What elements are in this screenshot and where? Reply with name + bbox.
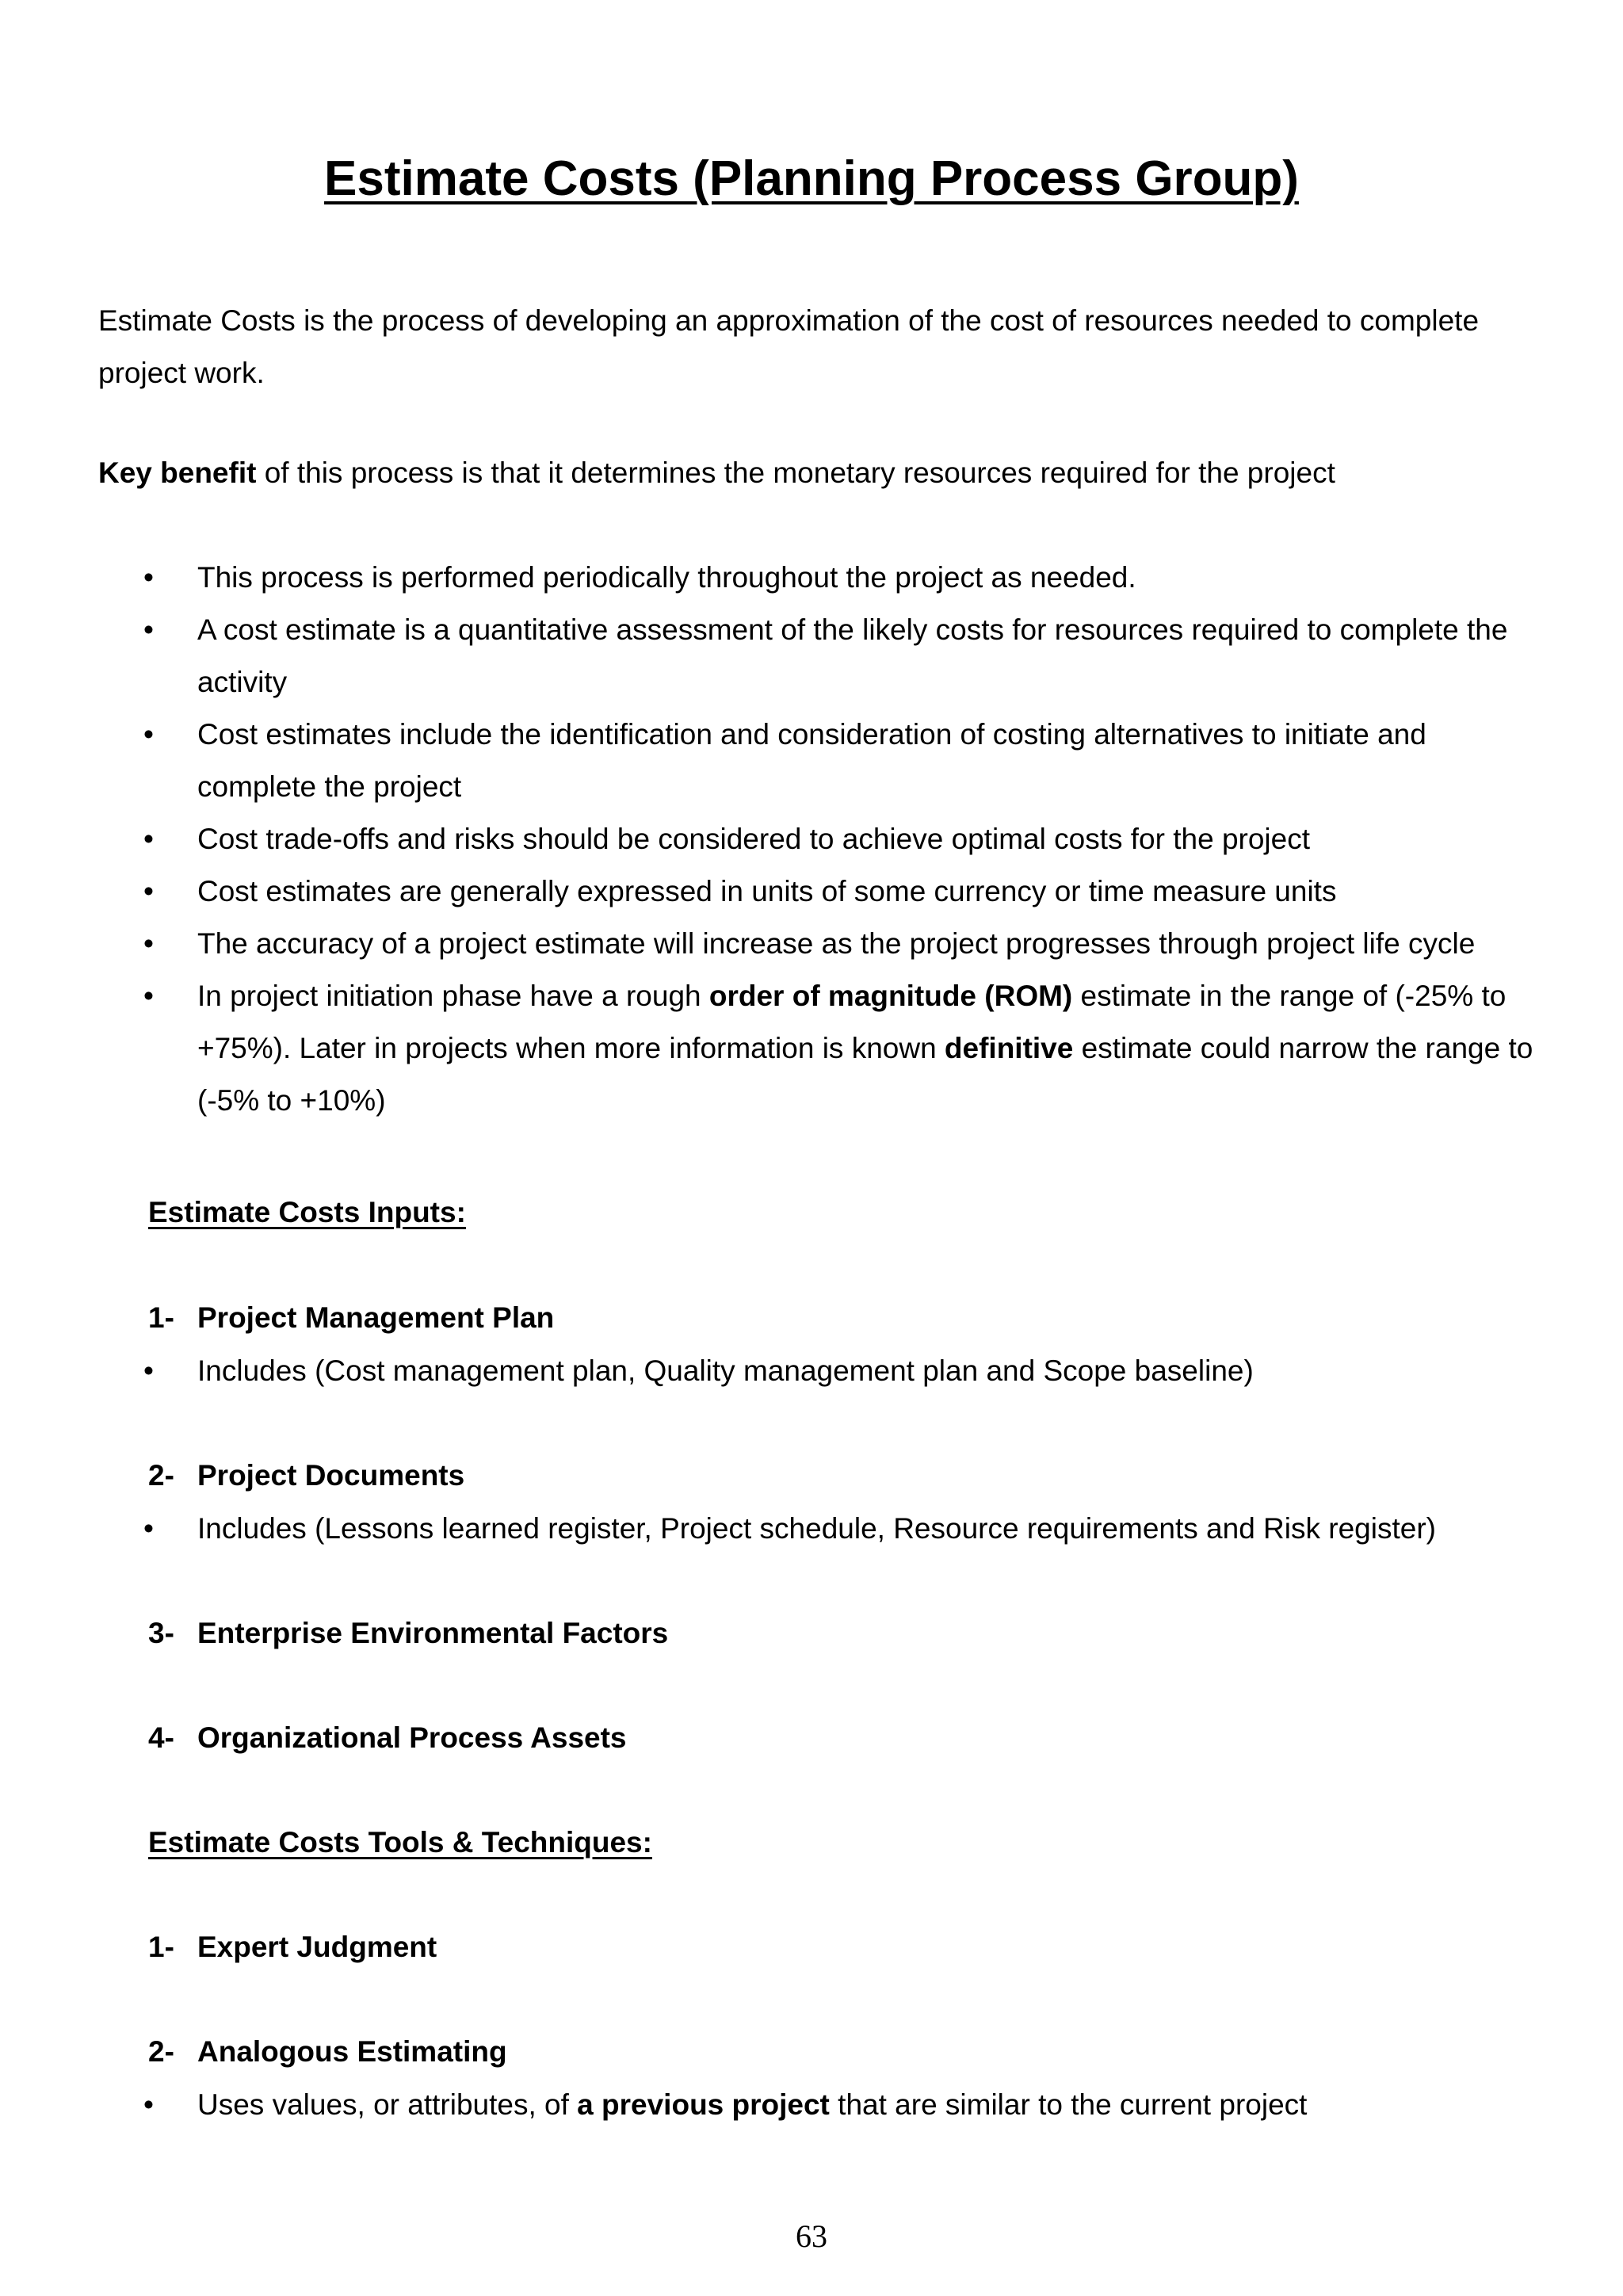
list-item: • Cost estimates are generally expressed in units of some currency or time measure units [98,865,1549,918]
input-3-heading [148,1607,668,1660]
key-benefit-label: Key benefit [98,457,257,489]
input-3-label: Enterprise Environmental Factors [197,1617,669,1649]
input-2-detail: • Includes (Lessons learned register, Project schedule, Resource requirements and Risk register) [98,1503,1549,1555]
list-item: • A cost estimate is a quantitative assessment of the likely costs for resources required to complete the activity [98,604,1549,709]
list-item: • This process is performed periodically throughout the project as needed. [98,552,1549,604]
tool-1-number: 1- [148,1931,174,1963]
intro-paragraph: Estimate Costs is the process of developing an approximation of the cost of resources needed to complete project work. [98,304,1480,389]
input-4-number: 4- [148,1721,174,1754]
input-1-label: Project Management Plan [197,1301,555,1334]
list-item: • Cost estimates include the identification and consideration of costing alternatives to initiate and complete the project [98,709,1549,813]
input-2-number: 2- [148,1459,174,1492]
input-3-number: 3- [148,1617,174,1649]
tool-2-detail-bold: a previous project [577,2088,830,2121]
rom-bold-term: order of magnitude (ROM) [708,980,1073,1012]
definitive-bold-term: definitive [944,1032,1074,1064]
tool-2-label: Analogous Estimating [197,2035,507,2068]
list-item: • Cost trade-offs and risks should be considered to achieve optimal costs for the project [98,813,1549,865]
rom-text-3: estimate could narrow the range to (-5% to +10%) [197,1032,1533,1117]
tools-heading: Estimate Costs Tools & Techniques: [148,1826,652,1859]
tool-2-detail-text-2: that are similar to the current project [829,2088,1308,2121]
input-1-heading [148,1292,554,1344]
rom-text-2: estimate in the range of (-25% to +75%). Later in projects when more information is known [197,980,1507,1064]
tool-1-heading [148,1921,437,1973]
page-number: 63 [796,2218,827,2254]
page-title: Estimate Costs (Planning Process Group) [324,151,1299,206]
input-2-heading [148,1450,464,1502]
rom-text-1: In project initiation phase have a rough [197,980,709,1012]
input-1-detail: • Includes (Cost management plan, Quality management plan and Scope baseline) [98,1345,1549,1397]
list-item [98,970,1549,1127]
input-1-number: 1- [148,1301,174,1334]
key-benefit-paragraph [98,447,1541,499]
input-2-label: Project Documents [197,1459,465,1492]
input-4-heading [148,1712,627,1764]
input-4-label: Organizational Process Assets [197,1721,627,1754]
overview-bullet-list [98,552,1549,1127]
key-benefit-text: of this process is that it determines the monetary resources required for the project [256,457,1335,489]
list-item: • The accuracy of a project estimate will increase as the project progresses through project life cycle [98,918,1549,970]
tool-2-detail [98,2079,1549,2131]
tool-1-label: Expert Judgment [197,1931,437,1963]
tool-2-detail-text-1: Uses values, or attributes, of [197,2088,578,2121]
tool-2-number: 2- [148,2035,174,2068]
inputs-heading: Estimate Costs Inputs: [148,1196,466,1228]
tool-2-heading [148,2026,507,2078]
